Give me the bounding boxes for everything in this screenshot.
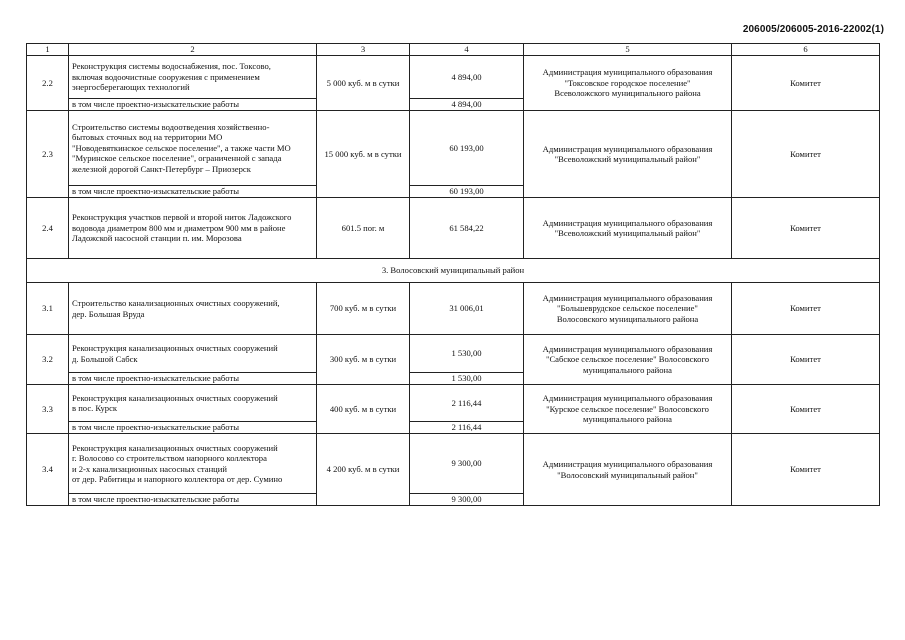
table-row [27, 111, 880, 186]
row-number: 3.4 [27, 434, 69, 506]
authority-line: Администрация муниципального образования [542, 292, 713, 303]
table-row [27, 335, 880, 373]
authority-line: "Волосовский муниципальный район" [557, 469, 698, 480]
table-row [27, 198, 880, 259]
responsible-body: Комитет [732, 283, 880, 335]
row-number: 2.2 [27, 56, 69, 111]
description-line: Реконструкция системы водоснабжения, пос. Токсово, [72, 61, 271, 72]
capacity: 400 куб. м в сутки [317, 385, 410, 434]
responsible-body: Комитет [732, 56, 880, 111]
col-number: 1 [27, 44, 69, 56]
capacity: 700 куб. м в сутки [317, 283, 410, 335]
subrow-cost: 9 300,00 [410, 494, 524, 506]
responsible-body: Комитет [732, 385, 880, 434]
description-line: Строительство канализационных очистных сооружений, [72, 298, 280, 309]
authority-line: муниципального района [583, 414, 672, 425]
col-number: 5 [524, 44, 732, 56]
row-number: 3.3 [27, 385, 69, 434]
project-description [69, 111, 317, 186]
capacity: 300 куб. м в сутки [317, 335, 410, 385]
responsible-body: Комитет [732, 434, 880, 506]
description-line: от дер. Рабитицы и напорного коллектора от дер. Сумино [72, 473, 283, 484]
authority-line: Волосовского муниципального района [556, 313, 699, 324]
table-row [27, 434, 880, 494]
authority-line: Администрация муниципального образования [542, 393, 713, 404]
row-number: 3.1 [27, 283, 69, 335]
description-line: железной дорогой Санкт-Петербург – Приозерск [72, 163, 251, 174]
subrow-label: в том числе проектно-изыскательские работы [69, 494, 317, 506]
authority-line: Администрация муниципального образования [542, 217, 713, 228]
cost: 1 530,00 [410, 335, 524, 373]
row-number: 2.4 [27, 198, 69, 259]
subrow-label: в том числе проектно-изыскательские работы [69, 186, 317, 198]
description-line: д. Большой Сабск [72, 353, 138, 364]
cost: 31 006,01 [410, 283, 524, 335]
authority [524, 283, 732, 335]
col-number: 2 [69, 44, 317, 56]
col-number: 4 [410, 44, 524, 56]
description-line: Строительство системы водоотведения хозяйственно- [72, 121, 270, 132]
authority-line: Администрация муниципального образования [542, 343, 713, 354]
authority-line: Администрация муниципального образования [542, 459, 713, 470]
authority [524, 111, 732, 198]
description-line: г. Волосово со строительством напорного коллектора [72, 453, 267, 464]
responsible-body: Комитет [732, 335, 880, 385]
subrow-cost: 2 116,44 [410, 422, 524, 434]
description-line: и 2-х канализационных насосных станций [72, 463, 227, 474]
authority-line: Всеволожского муниципального района [554, 88, 701, 99]
cost: 9 300,00 [410, 434, 524, 494]
subrow-label: в том числе проектно-изыскательские работы [69, 373, 317, 385]
cost: 2 116,44 [410, 385, 524, 422]
authority [524, 56, 732, 111]
authority-line: Администрация муниципального образования [542, 143, 713, 154]
project-description [69, 335, 317, 373]
table-row [27, 56, 880, 99]
cost: 60 193,00 [410, 111, 524, 186]
project-description [69, 198, 317, 259]
capacity: 4 200 куб. м в сутки [317, 434, 410, 506]
cost: 61 584,22 [410, 198, 524, 259]
col-number: 6 [732, 44, 880, 56]
description-line: Реконструкция канализационных очистных сооружений [72, 442, 278, 453]
subrow-label: в том числе проектно-изыскательские работы [69, 99, 317, 111]
description-line: включая водоочистные сооружения с применением [72, 71, 260, 82]
description-line: "Муринское сельское поселение", ограниченной с запада [72, 153, 282, 164]
responsible-body: Комитет [732, 198, 880, 259]
capacity: 601.5 пог. м [317, 198, 410, 259]
table-row [27, 385, 880, 422]
description-line: Реконструкция канализационных очистных сооружений [72, 392, 278, 403]
authority-line: "Курское сельское поселение" Волосовского [546, 403, 709, 414]
description-line: водовода диаметром 800 мм и диаметром 900 мм в районе [72, 222, 286, 233]
subrow-cost: 4 894,00 [410, 99, 524, 111]
column-number-row [27, 44, 880, 56]
project-description [69, 283, 317, 335]
authority-line: "Всеволожский муниципальный район" [554, 228, 701, 238]
subrow-label: в том числе проектно-изыскательские работы [69, 422, 317, 434]
description-line: Реконструкция участков первой и второй ниток Ладожского [72, 212, 292, 223]
row-number: 3.2 [27, 335, 69, 385]
authority-line: "Токсовское городское поселение" [564, 77, 691, 88]
responsible-body: Комитет [732, 111, 880, 198]
project-description [69, 385, 317, 422]
authority-line: "Сабское сельское поселение" Волосовского [545, 354, 710, 365]
col-number: 3 [317, 44, 410, 56]
description-line: дер. Большая Вруда [72, 308, 145, 319]
authority [524, 385, 732, 434]
project-description [69, 56, 317, 99]
subrow-cost: 1 530,00 [410, 373, 524, 385]
authority-line: "Большеврудское сельское поселение" [557, 303, 698, 314]
section-title: 3. Волосовский муниципальный район [27, 259, 880, 283]
description-line: Реконструкция канализационных очистных сооружений [72, 343, 278, 354]
table-row [27, 283, 880, 335]
projects-table [26, 43, 880, 506]
description-line: энергосберегающих технологий [72, 82, 190, 93]
authority-line: муниципального района [583, 364, 672, 375]
authority-line: "Всеволожский муниципальный район" [554, 154, 701, 164]
description-line: "Новодевяткинское сельское поселение", а также части МО [72, 142, 291, 153]
section-heading-row [27, 259, 880, 283]
description-line: бытовых сточных вод на территории МО [72, 132, 223, 143]
cost: 4 894,00 [410, 56, 524, 99]
description-line: в пос. Курск [72, 403, 118, 413]
authority [524, 434, 732, 506]
project-description [69, 434, 317, 494]
document-id: 206005/206005-2016-22002(1) [742, 24, 884, 35]
row-number: 2.3 [27, 111, 69, 198]
capacity: 15 000 куб. м в сутки [317, 111, 410, 198]
capacity: 5 000 куб. м в сутки [317, 56, 410, 111]
authority [524, 335, 732, 385]
authority [524, 198, 732, 259]
authority-line: Администрация муниципального образования [542, 67, 713, 78]
subrow-cost: 60 193,00 [410, 186, 524, 198]
description-line: Ладожской насосной станции п. им. Морозова [72, 233, 242, 244]
